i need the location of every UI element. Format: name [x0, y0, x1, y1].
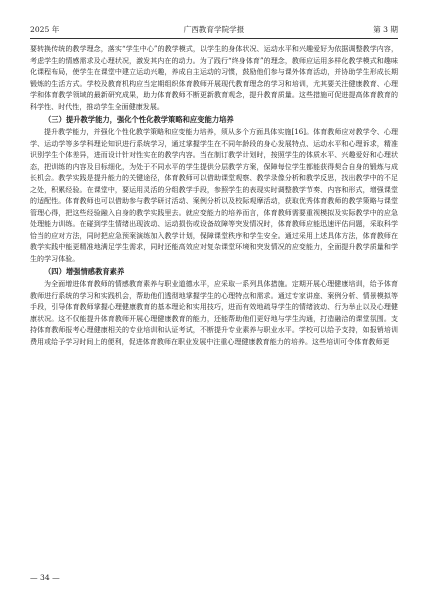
- header-journal-title: 广西教育学院学报: [183, 25, 245, 34]
- paragraph-emotional-education: 为全面增进体育教师的情感教育素养与职业道德水平，应采取一系列具体措施。定期开展心理健康培训，给予体育教师进行系统的学习和实践机会，帮助他们透彻地掌握学生的心理特点和需求。通过专家讲座、案例分析、情景模拟等手段，引导体育教师掌握心理健康教育的基本理论和实用技巧，进而有效地疏导学生的情绪波动、行为举止以及心理健康状况。这不仅能提升体育教师开展心理健康教育的能力，还能帮助他们更好地与学生沟通，打造融洽的课堂氛围。支持体育教师报考心理健康相关的专业培训和认证考试，不断提升专业素养与职业水平。学校可以给予支持，如报销培训费用或给予学习时间上的便利，促进体育教师在职业发展中注重心理健康教育能力的培养。这些培训可令体育教师更: [30, 280, 398, 346]
- header-rule: [30, 38, 398, 39]
- paragraph-teaching-ability: 提升教学能力，并强化个性化教学策略和应变能力培养，须从多个方面具体实施[16]。体育教师应对教学令、心理学、运动学等多学科理论知识进行系统学习，通过掌握学生在不同年龄段的身心发展特点、运动水平和心理诉求，精准识别学生个体差异，进而设计针对性实在的教学内容。当在制订教学计划时，按照学生的体质水平、兴趣爱好和心理状态，把训练的内容及目标细化，为处于不同水平的学生提供分层教学方案，保障每位学生都能获得契合自身的锻炼与成长机会。教学实践是提升能力的关键途径，体育教师可以借助课堂观察、教学录像分析和教学反思，找出教学中的不足之处，积累经验。在课堂中，要运用灵活的分组教学手段，参照学生的表现实时调整教学节奏、内容和形式，增强课堂的适配性。体育教师也可以借助参与教学研讨活动、案例分析以及校际观摩活动，获取优秀体育教师的教学策略与课堂管理心得，把这些经验融入自身的教学实践里去。就应变能力的培养而言，体育教师需要重视模拟及实际教学中的应急处理能力训练。在碰到学生情绪出现波动、运动损伤或设备故障等突发情况时，体育教师应能迅速评估问题，采取科学恰当的应对方法，同时把应急预案演练加入教学计划，保障课堂秩序和学生安全。通过采用上述具体方法，体育教师在教学实践中能更精准地满足学生需求，同时还能高效应对复杂课堂环境和突发情况的应变能力，全面提升教学质量和学生的学习体验。: [30, 128, 398, 263]
- paragraph-continued: 要转换传统的教学理念，落实“学生中心”的教学模式，以学生的身体状况、运动水平和兴趣爱好为依据调整教学内容，考虑学生的情感需求及心理状况，激发其内在的动力。为了践行“终身体育”的理念，教师应运用多样化教学模式和趣味化课程布局，使学生在课堂中建立运动兴趣，养成自主运动的习惯，鼓励他们参与课外体育活动，并协助学生形成长期锻炼的生活方式。学校及教育机构应当定期组织体育教师开展现代教育理念的学习和培训，尤其要关注健康教育、心理学和体育教学领域的最新研究成果，助力体育教师不断更新教育观念，提升教育质量。这些措施可促进提高体育教育的科学性、时代性，推动学生全面健康发展。: [30, 45, 398, 111]
- header-issue-number: 第 3 期: [373, 25, 398, 34]
- running-header: [30, 24, 398, 36]
- section-heading-teaching-ability: （三）提升教学能力，强化个性化教学策略和应变能力培养: [44, 115, 234, 124]
- header-year: 2025 年: [30, 25, 60, 34]
- page-number: — 34 —: [30, 573, 60, 582]
- section-heading-emotional-education: （四）增强情感教育素养: [44, 267, 125, 276]
- article-body: [30, 44, 398, 564]
